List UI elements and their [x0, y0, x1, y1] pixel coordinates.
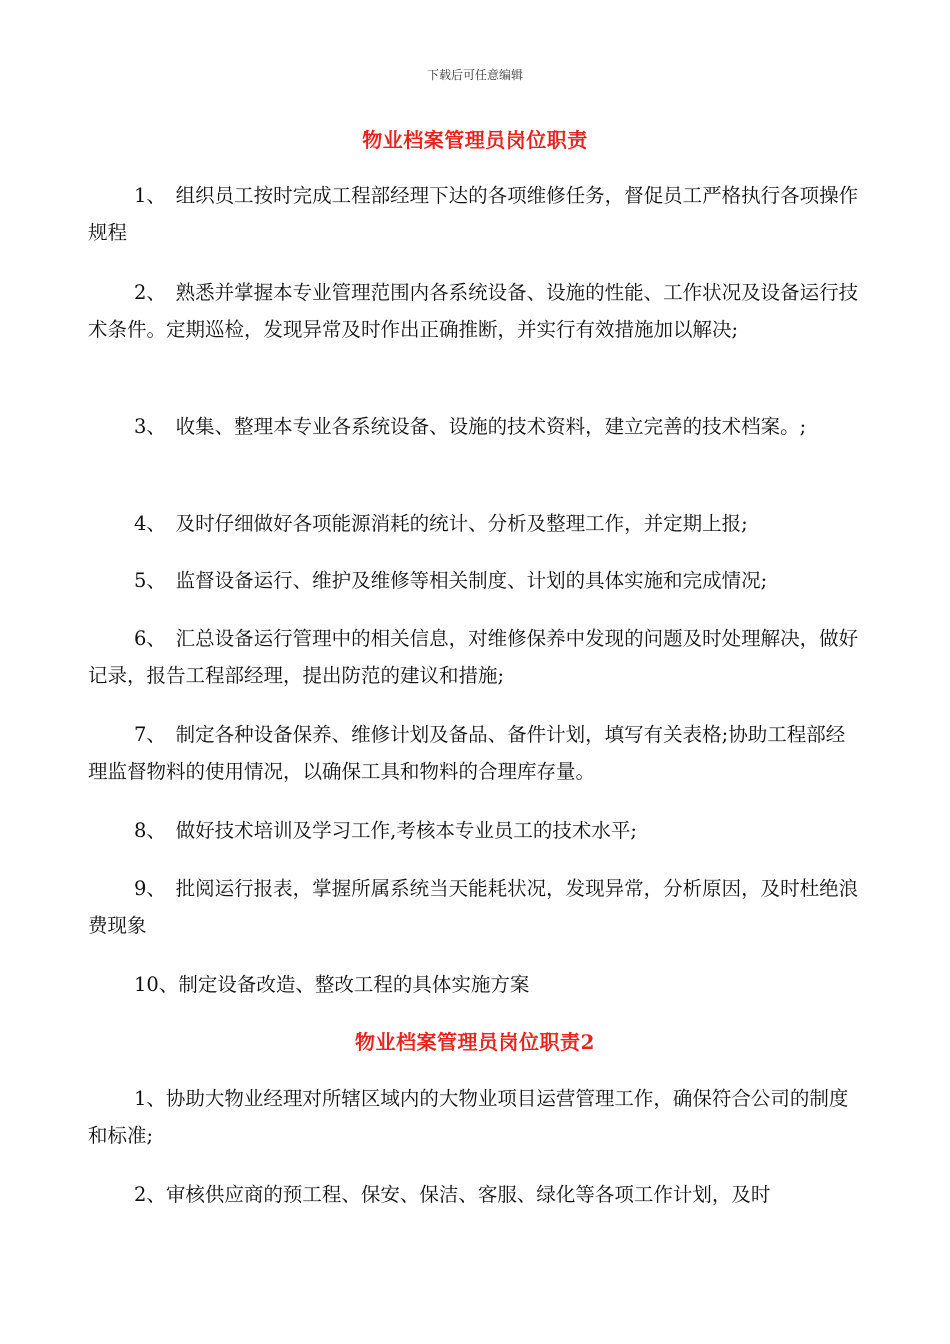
- section1-item-10: 10、制定设备改造、整改工程的具体实施方案: [134, 973, 530, 996]
- section1-item-5: 5、 监督设备运行、维护及维修等相关制度、计划的具体实施和完成情况;: [134, 569, 768, 592]
- section1-item-1: 1、 组织员工按时完成工程部经理下达的各项维修任务，督促员工严格执行各项操作规程: [88, 184, 859, 244]
- section1-item-7: 7、 制定各种设备保养、维修计划及备品、备件计划，填写有关表格;协助工程部经理监督物料的使用情况，以确保工具和物料的合理库存量。: [88, 723, 846, 783]
- section1-item-4: 4、 及时仔细做好各项能源消耗的统计、分析及整理工作，并定期上报;: [134, 512, 748, 535]
- section1-title: 物业档案管理员岗位职责: [362, 128, 588, 152]
- section1-item-2: 2、 熟悉并掌握本专业管理范围内各系统设备、设施的性能、工作状况及设备运行技术条件。定期巡检，发现异常及时作出正确推断，并实行有效措施加以解决;: [88, 281, 859, 341]
- section2-title: 物业档案管理员岗位职责2: [355, 1030, 595, 1054]
- section1-item-8: 8、 做好技术培训及学习工作,考核本专业员工的技术水平;: [134, 819, 637, 842]
- section1-item-3: 3、 收集、整理本专业各系统设备、设施的技术资料，建立完善的技术档案。;: [134, 415, 807, 438]
- header-note: 下载后可任意编辑: [426, 68, 523, 82]
- section1-item-6: 6、 汇总设备运行管理中的相关信息，对维修保养中发现的问题及时处理解决，做好记录，报告工程部经理，提出防范的建议和措施;: [88, 627, 859, 687]
- section2-item-1: 1、协助大物业经理对所辖区域内的大物业项目运营管理工作，确保符合公司的制度和标准;: [88, 1087, 849, 1147]
- section2-item-2: 2、审核供应商的预工程、保安、保洁、客服、绿化等各项工作计划，及时: [134, 1183, 771, 1206]
- section1-item-9: 9、 批阅运行报表，掌握所属系统当天能耗状况，发现异常，分析原因，及时杜绝浪费现象: [88, 877, 859, 937]
